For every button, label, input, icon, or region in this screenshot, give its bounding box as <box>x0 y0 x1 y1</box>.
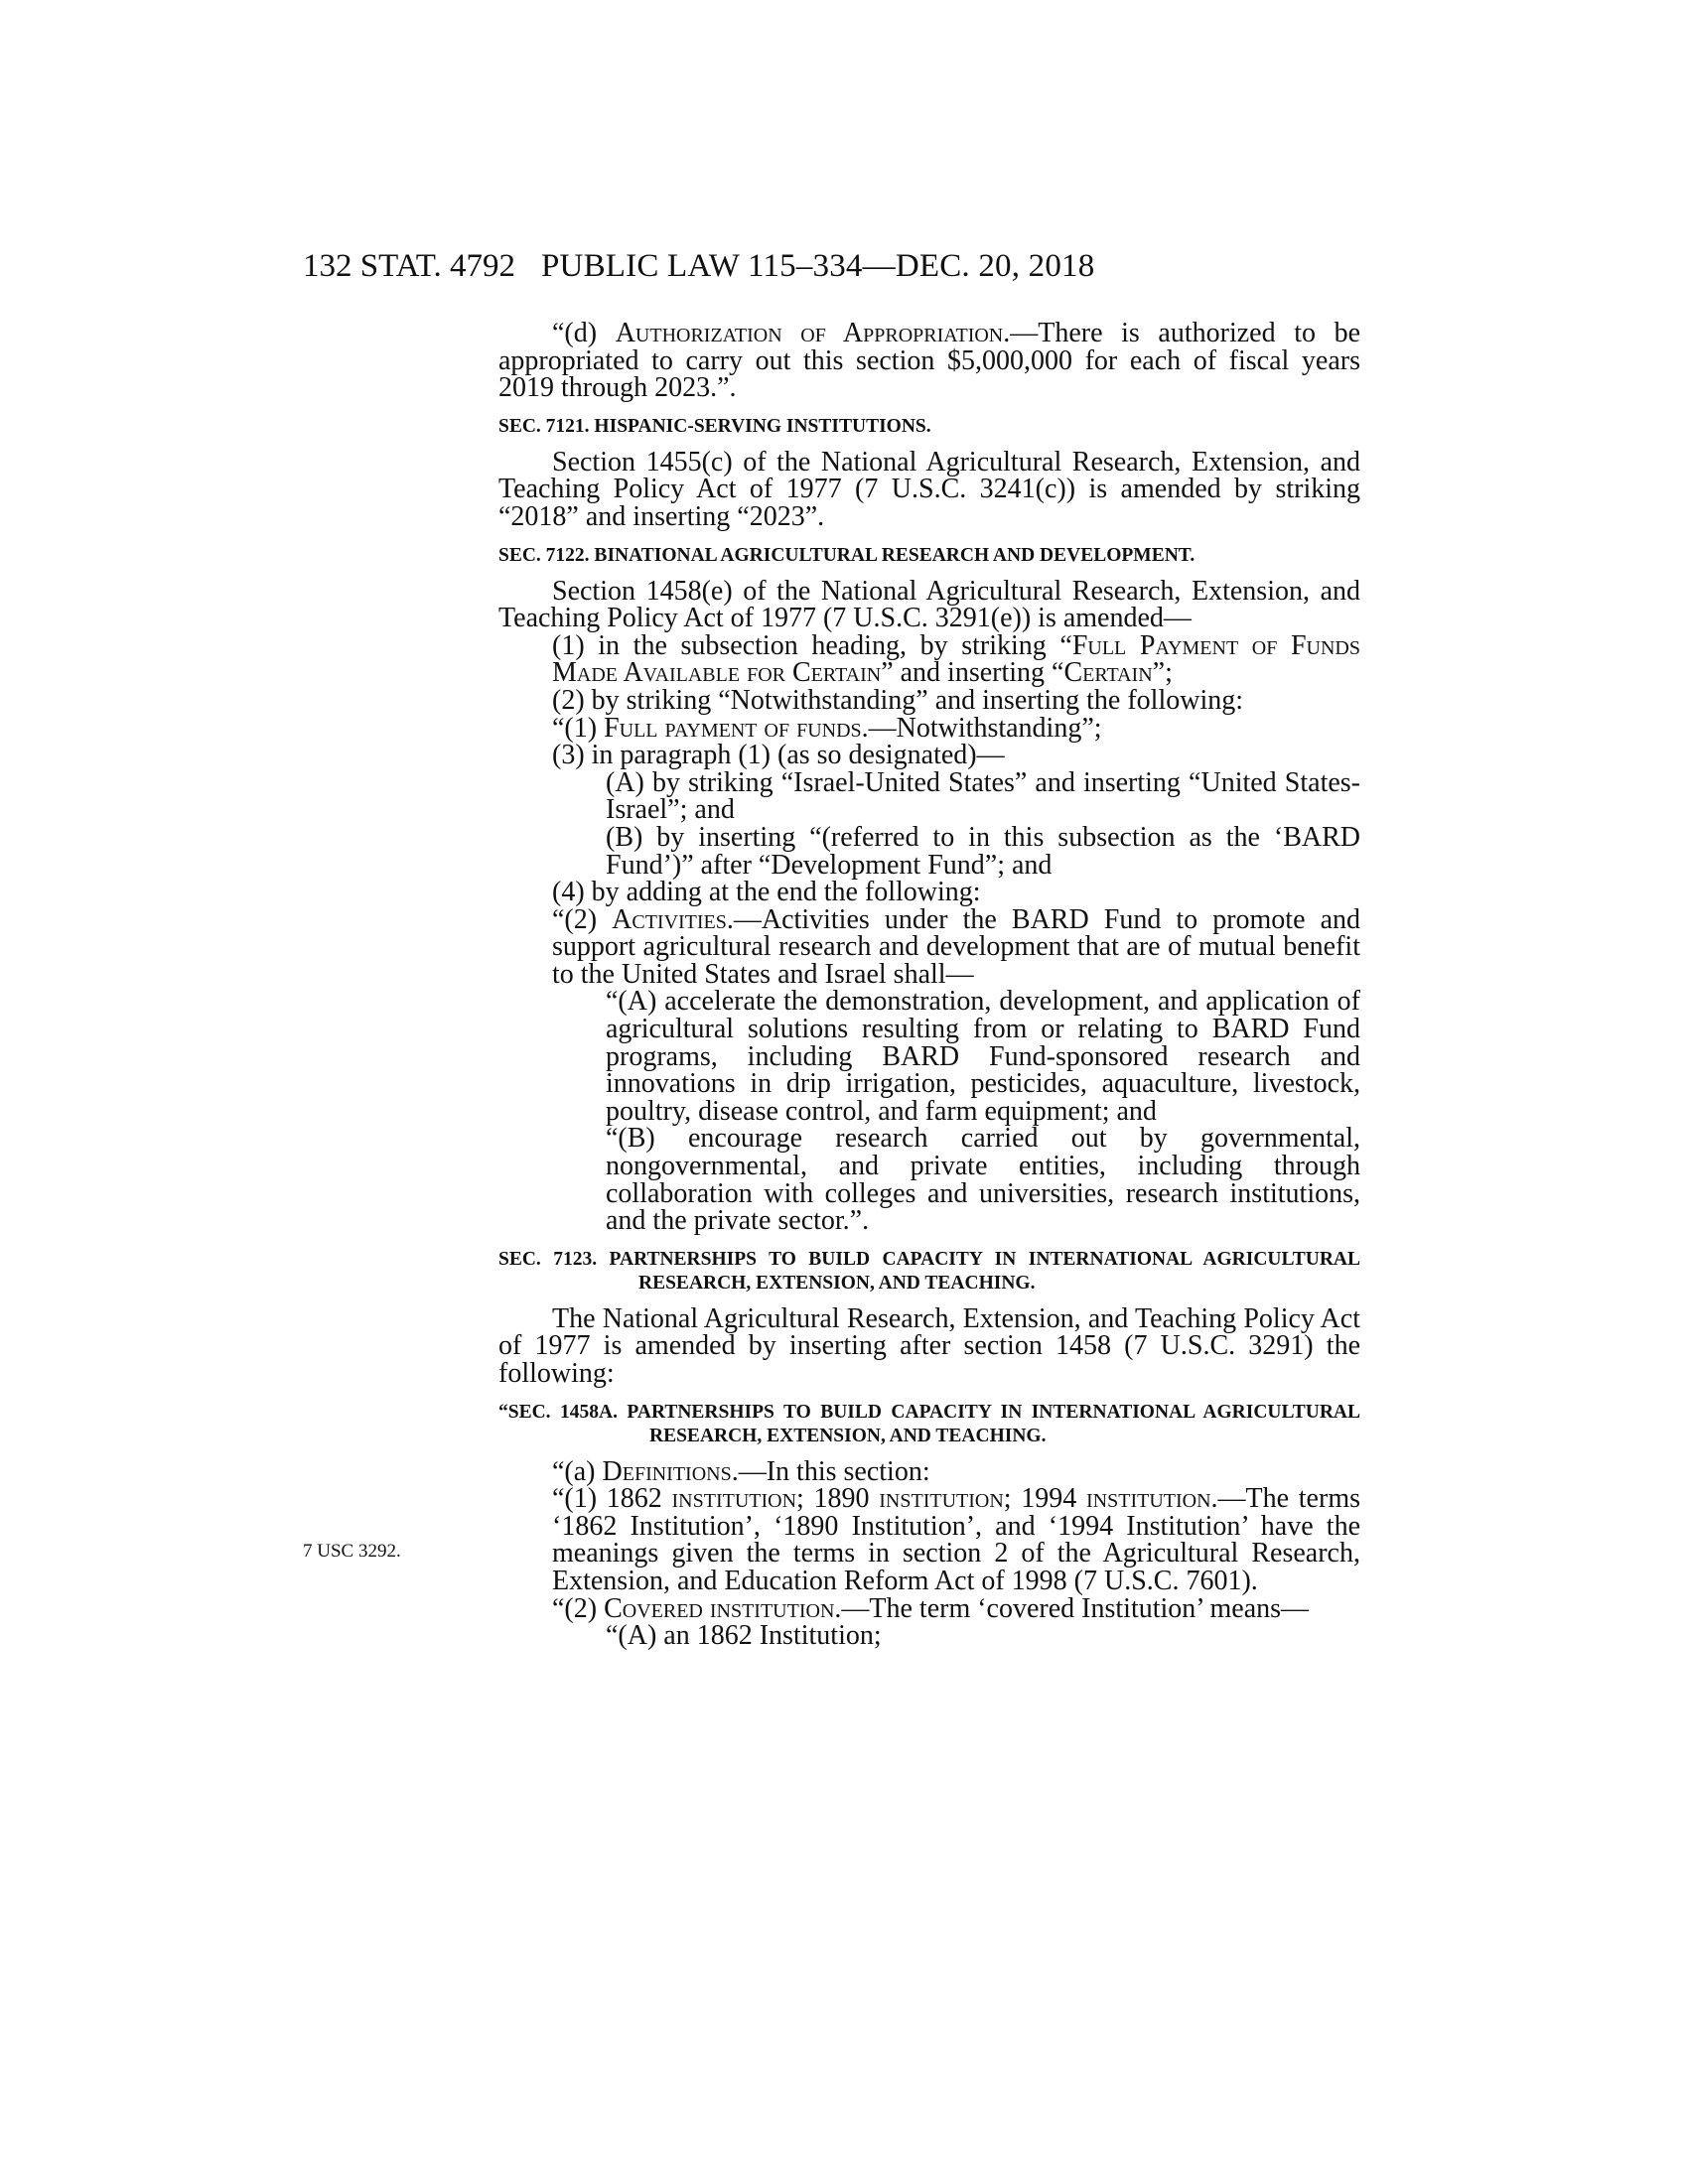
list-item: (4) by adding at the end the following: <box>552 877 981 908</box>
section-heading-7121: SEC. 7121. HISPANIC-SERVING INSTITUTIONS. <box>498 415 931 437</box>
subsection-a: “(a) Definitions.—In this section: <box>552 1455 930 1487</box>
quoted-subparagraph: “(B) encourage research carried out by governmental, nongovernmental, and private entities, including through collaboration with colleges and universities, research institutions, and the private sector.”. <box>606 1123 1360 1237</box>
running-title: PUBLIC LAW 115–334—DEC. 20, 2018 <box>541 248 1095 284</box>
list-item: (1) in the subsection heading, by striking “Full Payment of Funds Made Available for Certain” and inserting “Certain”; <box>552 629 1360 689</box>
list-item: (A) by striking “Israel-United States” and inserting “United States-Israel”; and <box>606 766 1360 826</box>
definition-2a: “(A) an 1862 Institution; <box>606 1620 882 1652</box>
list-item: (3) in paragraph (1) (as so designated)— <box>552 740 1005 771</box>
section-7123-text: The National Agricultural Research, Extension, and Teaching Policy Act of 1977 is amended by inserting after section 1458 (7 U.S.C. 3291) the following: <box>498 1302 1360 1389</box>
list-item: (2) by striking “Notwithstanding” and inserting the following: <box>552 684 1244 716</box>
page-header <box>303 248 1361 288</box>
list-item: (B) by inserting “(referred to in this subsection as the ‘BARD Fund’)” after “Development Fund”; and <box>606 821 1360 881</box>
section-7122-text: Section 1458(e) of the National Agricultural Research, Extension, and Teaching Policy Act of 1977 (7 U.S.C. 3291(e)) is amended— <box>498 575 1360 634</box>
section-heading-7122: SEC. 7122. BINATIONAL AGRICULTURAL RESEARCH AND DEVELOPMENT. <box>498 544 1196 566</box>
quoted-paragraph: “(2) Activities.—Activities under the BARD Fund to promote and support agricultural research and development that are of mutual benefit to the United States and Israel shall— <box>552 903 1360 990</box>
subsection-d: “(d) Authorization of Appropriation.—There is authorized to be appropriated to carry out this section $5,000,000 for each of fiscal years 2019 through 2023.”. <box>498 318 1361 404</box>
section-heading-7123: SEC. 7123. PARTNERSHIPS TO BUILD CAPACITY IN INTERNATIONAL AGRICULTURAL RESEARCH, EXTENSION, AND TEACHING. <box>498 1248 1360 1294</box>
definition-2: “(2) Covered institution.—The term ‘covered Institution’ means— <box>552 1592 1310 1624</box>
statute-page-number: 132 STAT. 4792 <box>303 248 516 284</box>
section-heading-1458a: “SEC. 1458A. PARTNERSHIPS TO BUILD CAPACITY IN INTERNATIONAL AGRICULTURAL RESEARCH, EXTENSION, AND TEACHING. <box>498 1401 1360 1446</box>
definition-1: “(1) 1862 institution; 1890 institution; 1994 institution.—The terms ‘1862 Institution’, ‘1890 Institution’, and ‘1994 Institution’ have the meanings given the terms in section 2 of the Agricultural Research, Extension, and Education Reform Act of 1998 (7 U.S.C. 7601). <box>552 1483 1360 1596</box>
margin-citation: 7 USC 3292. <box>303 1541 401 1562</box>
document-body <box>498 320 1360 1650</box>
section-7121-text: Section 1455(c) of the National Agricultural Research, Extension, and Teaching Policy Act of 1977 (7 U.S.C. 3241(c)) is amended by striking “2018” and inserting “2023”. <box>498 446 1360 532</box>
quoted-subparagraph: “(A) accelerate the demonstration, development, and application of agricultural solutions resulting from or relating to BARD Fund programs, including BARD Fund-sponsored research and innovations in drip irrigation, pesticides, aquaculture, livestock, poultry, disease control, and farm equipment; and <box>606 986 1360 1127</box>
quoted-paragraph: “(1) Full payment of funds.—Notwithstanding”; <box>552 712 1102 744</box>
